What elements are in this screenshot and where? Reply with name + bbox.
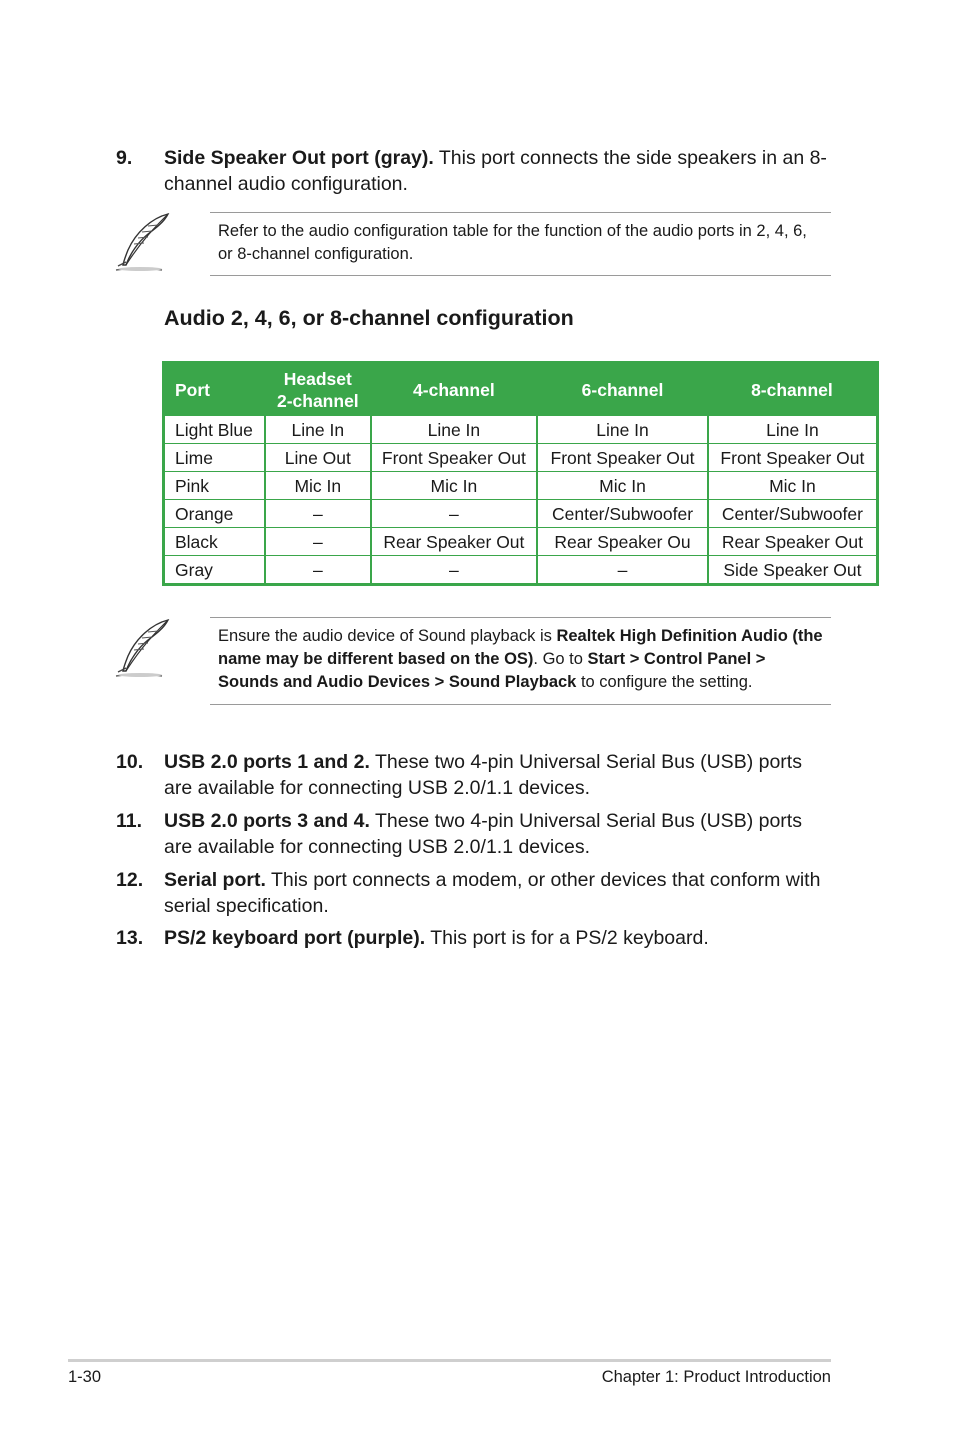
table-cell: Orange <box>164 500 266 528</box>
table-cell: Rear Speaker Ou <box>537 528 708 556</box>
item-number: 9. <box>116 147 133 169</box>
table-cell: Rear Speaker Out <box>371 528 538 556</box>
column-header: 8-channel <box>708 363 878 417</box>
table-row <box>164 556 878 585</box>
table-cell: Front Speaker Out <box>708 444 878 472</box>
table-cell: Black <box>164 528 266 556</box>
section-heading: Audio 2, 4, 6, or 8-channel configuration <box>164 306 574 330</box>
item-title: PS/2 keyboard port (purple). <box>164 927 426 949</box>
note-text: to configure the setting. <box>576 673 753 691</box>
feather-pen-icon <box>112 210 172 272</box>
chapter-title: Chapter 1: Product Introduction <box>601 1368 831 1386</box>
table-cell: Gray <box>164 556 266 585</box>
table-cell: Mic In <box>265 472 370 500</box>
item-number: 13. <box>116 927 144 949</box>
item-description: This port is for a PS/2 keyboard. <box>425 927 709 949</box>
table-cell: – <box>265 528 370 556</box>
list-item-12 <box>116 867 832 919</box>
table-cell: Mic In <box>708 472 878 500</box>
note-text: . Go to <box>533 650 588 668</box>
table-cell: – <box>371 556 538 585</box>
item-text <box>164 808 832 860</box>
item-text <box>164 749 832 801</box>
table-row <box>164 500 878 528</box>
note-bold-text: Start > Control Panel > Sounds and Audio Devices > Sound Playback <box>218 650 766 691</box>
table-cell: – <box>537 556 708 585</box>
table-cell: – <box>265 556 370 585</box>
feather-pen-icon <box>112 616 172 678</box>
table-cell: – <box>371 500 538 528</box>
note-text: Refer to the audio configuration table for the function of the audio ports in 2, 4, 6, or 8-channel configuration. <box>218 222 807 263</box>
list-item-11 <box>116 808 832 860</box>
item-title: Side Speaker Out port (gray). <box>164 147 434 169</box>
table-cell: Front Speaker Out <box>537 444 708 472</box>
item-text <box>164 145 832 197</box>
table-row <box>164 528 878 556</box>
audio-configuration-table <box>162 361 879 586</box>
item-title: USB 2.0 ports 3 and 4. <box>164 810 370 832</box>
table-cell: Lime <box>164 444 266 472</box>
table-row <box>164 444 878 472</box>
note-text: Ensure the audio device of Sound playback is <box>218 627 557 645</box>
column-header: 6-channel <box>537 363 708 417</box>
list-item-9 <box>116 145 832 197</box>
table-cell: Rear Speaker Out <box>708 528 878 556</box>
item-description: This port connects a modem, or other devices that conform with serial specification. <box>164 869 821 917</box>
note-box <box>210 617 831 705</box>
column-header: 4-channel <box>371 363 538 417</box>
table-cell: Front Speaker Out <box>371 444 538 472</box>
item-text <box>164 867 832 919</box>
table-header-row <box>164 363 878 417</box>
table-row <box>164 416 878 444</box>
table-cell: – <box>265 500 370 528</box>
table-cell: Center/Subwoofer <box>537 500 708 528</box>
table-cell: Side Speaker Out <box>708 556 878 585</box>
item-description: These two 4-pin Universal Serial Bus (USB) ports are available for connecting USB 2.0/1.1 devices. <box>164 810 802 858</box>
list-item-10 <box>116 749 832 801</box>
table-cell: Line In <box>265 416 370 444</box>
column-header: Headset 2-channel <box>265 363 370 417</box>
item-text <box>164 925 832 951</box>
table-cell: Line In <box>708 416 878 444</box>
table-cell: Line In <box>371 416 538 444</box>
table-cell: Mic In <box>371 472 538 500</box>
list-item-13 <box>116 925 832 951</box>
note-box <box>210 212 831 276</box>
item-title: Serial port. <box>164 869 266 891</box>
table-cell: Light Blue <box>164 416 266 444</box>
footer-divider <box>68 1359 831 1362</box>
note-bold-text: Realtek High Definition Audio (the name may be different based on the OS) <box>218 627 823 668</box>
column-header: Port <box>164 363 266 417</box>
table-cell: Line In <box>537 416 708 444</box>
item-description: These two 4-pin Universal Serial Bus (USB) ports are available for connecting USB 2.0/1.1 devices. <box>164 751 802 799</box>
item-title: USB 2.0 ports 1 and 2. <box>164 751 370 773</box>
item-number: 10. <box>116 751 144 773</box>
table-cell: Center/Subwoofer <box>708 500 878 528</box>
page-number: 1-30 <box>68 1368 102 1386</box>
table-cell: Mic In <box>537 472 708 500</box>
item-description: This port connects the side speakers in an 8-channel audio configuration. <box>164 147 827 195</box>
item-number: 12. <box>116 869 144 891</box>
table-cell: Line Out <box>265 444 370 472</box>
table-cell: Pink <box>164 472 266 500</box>
table-row <box>164 472 878 500</box>
item-number: 11. <box>116 810 143 832</box>
